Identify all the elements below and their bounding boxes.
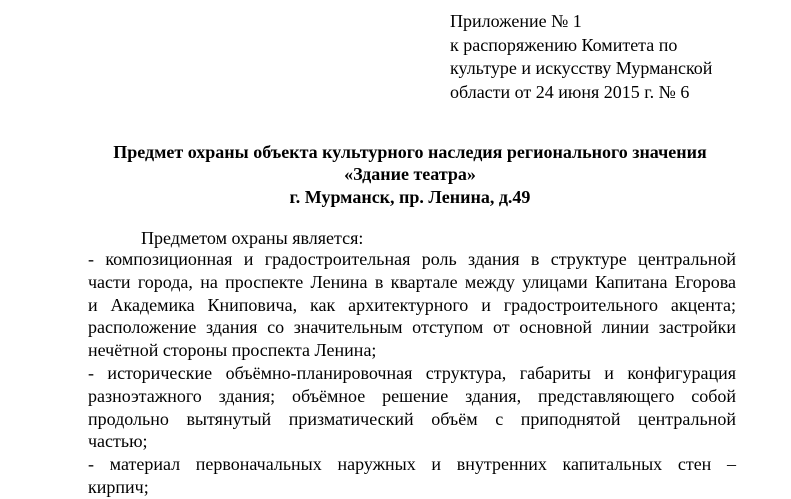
body-line: продольно вытянутый призматический объём с приподнятой центральной (88, 408, 736, 429)
appendix-line: культуре и искусству Мурманской (450, 58, 713, 78)
document-title: Предмет охраны объекта культурного наследия регионального значения (113, 142, 707, 162)
body-line: разноэтажного здания; объёмное решение здания, представляющего собой (88, 385, 736, 406)
body-line: кирпич; (88, 476, 149, 497)
body-line: нечётной стороны проспекта Ленина; (88, 340, 377, 361)
body-line: - композиционная и градостроительная роль здания в структуре центральной (88, 249, 736, 269)
document-title-object: «Здание театра» (344, 164, 476, 184)
appendix-header (450, 10, 770, 104)
appendix-line: Приложение № 1 (450, 11, 582, 31)
body-line: частью; (88, 431, 148, 452)
body-text (88, 248, 736, 499)
body-line: части города, на проспекте Ленина в квартале между улицами Капитана Егорова (88, 271, 736, 292)
appendix-line: к распоряжению Комитета по (450, 34, 678, 55)
body-line: расположение здания со значительным отступом от основной линии застройки (88, 317, 736, 338)
appendix-line: области от 24 июня 2015 г. № 6 (450, 81, 690, 102)
document-title-address: г. Мурманск, пр. Ленина, д.49 (289, 187, 531, 207)
body-line: и Академика Книповича, как архитектурного и градостроительного акцента; (88, 294, 736, 315)
body-line: - материал первоначальных наружных и внутренних капитальных стен – (88, 454, 736, 475)
body-line: - исторические объёмно-планировочная структура, габариты и конфигурация (88, 362, 736, 383)
lead-paragraph: Предметом охраны является: (141, 228, 364, 248)
